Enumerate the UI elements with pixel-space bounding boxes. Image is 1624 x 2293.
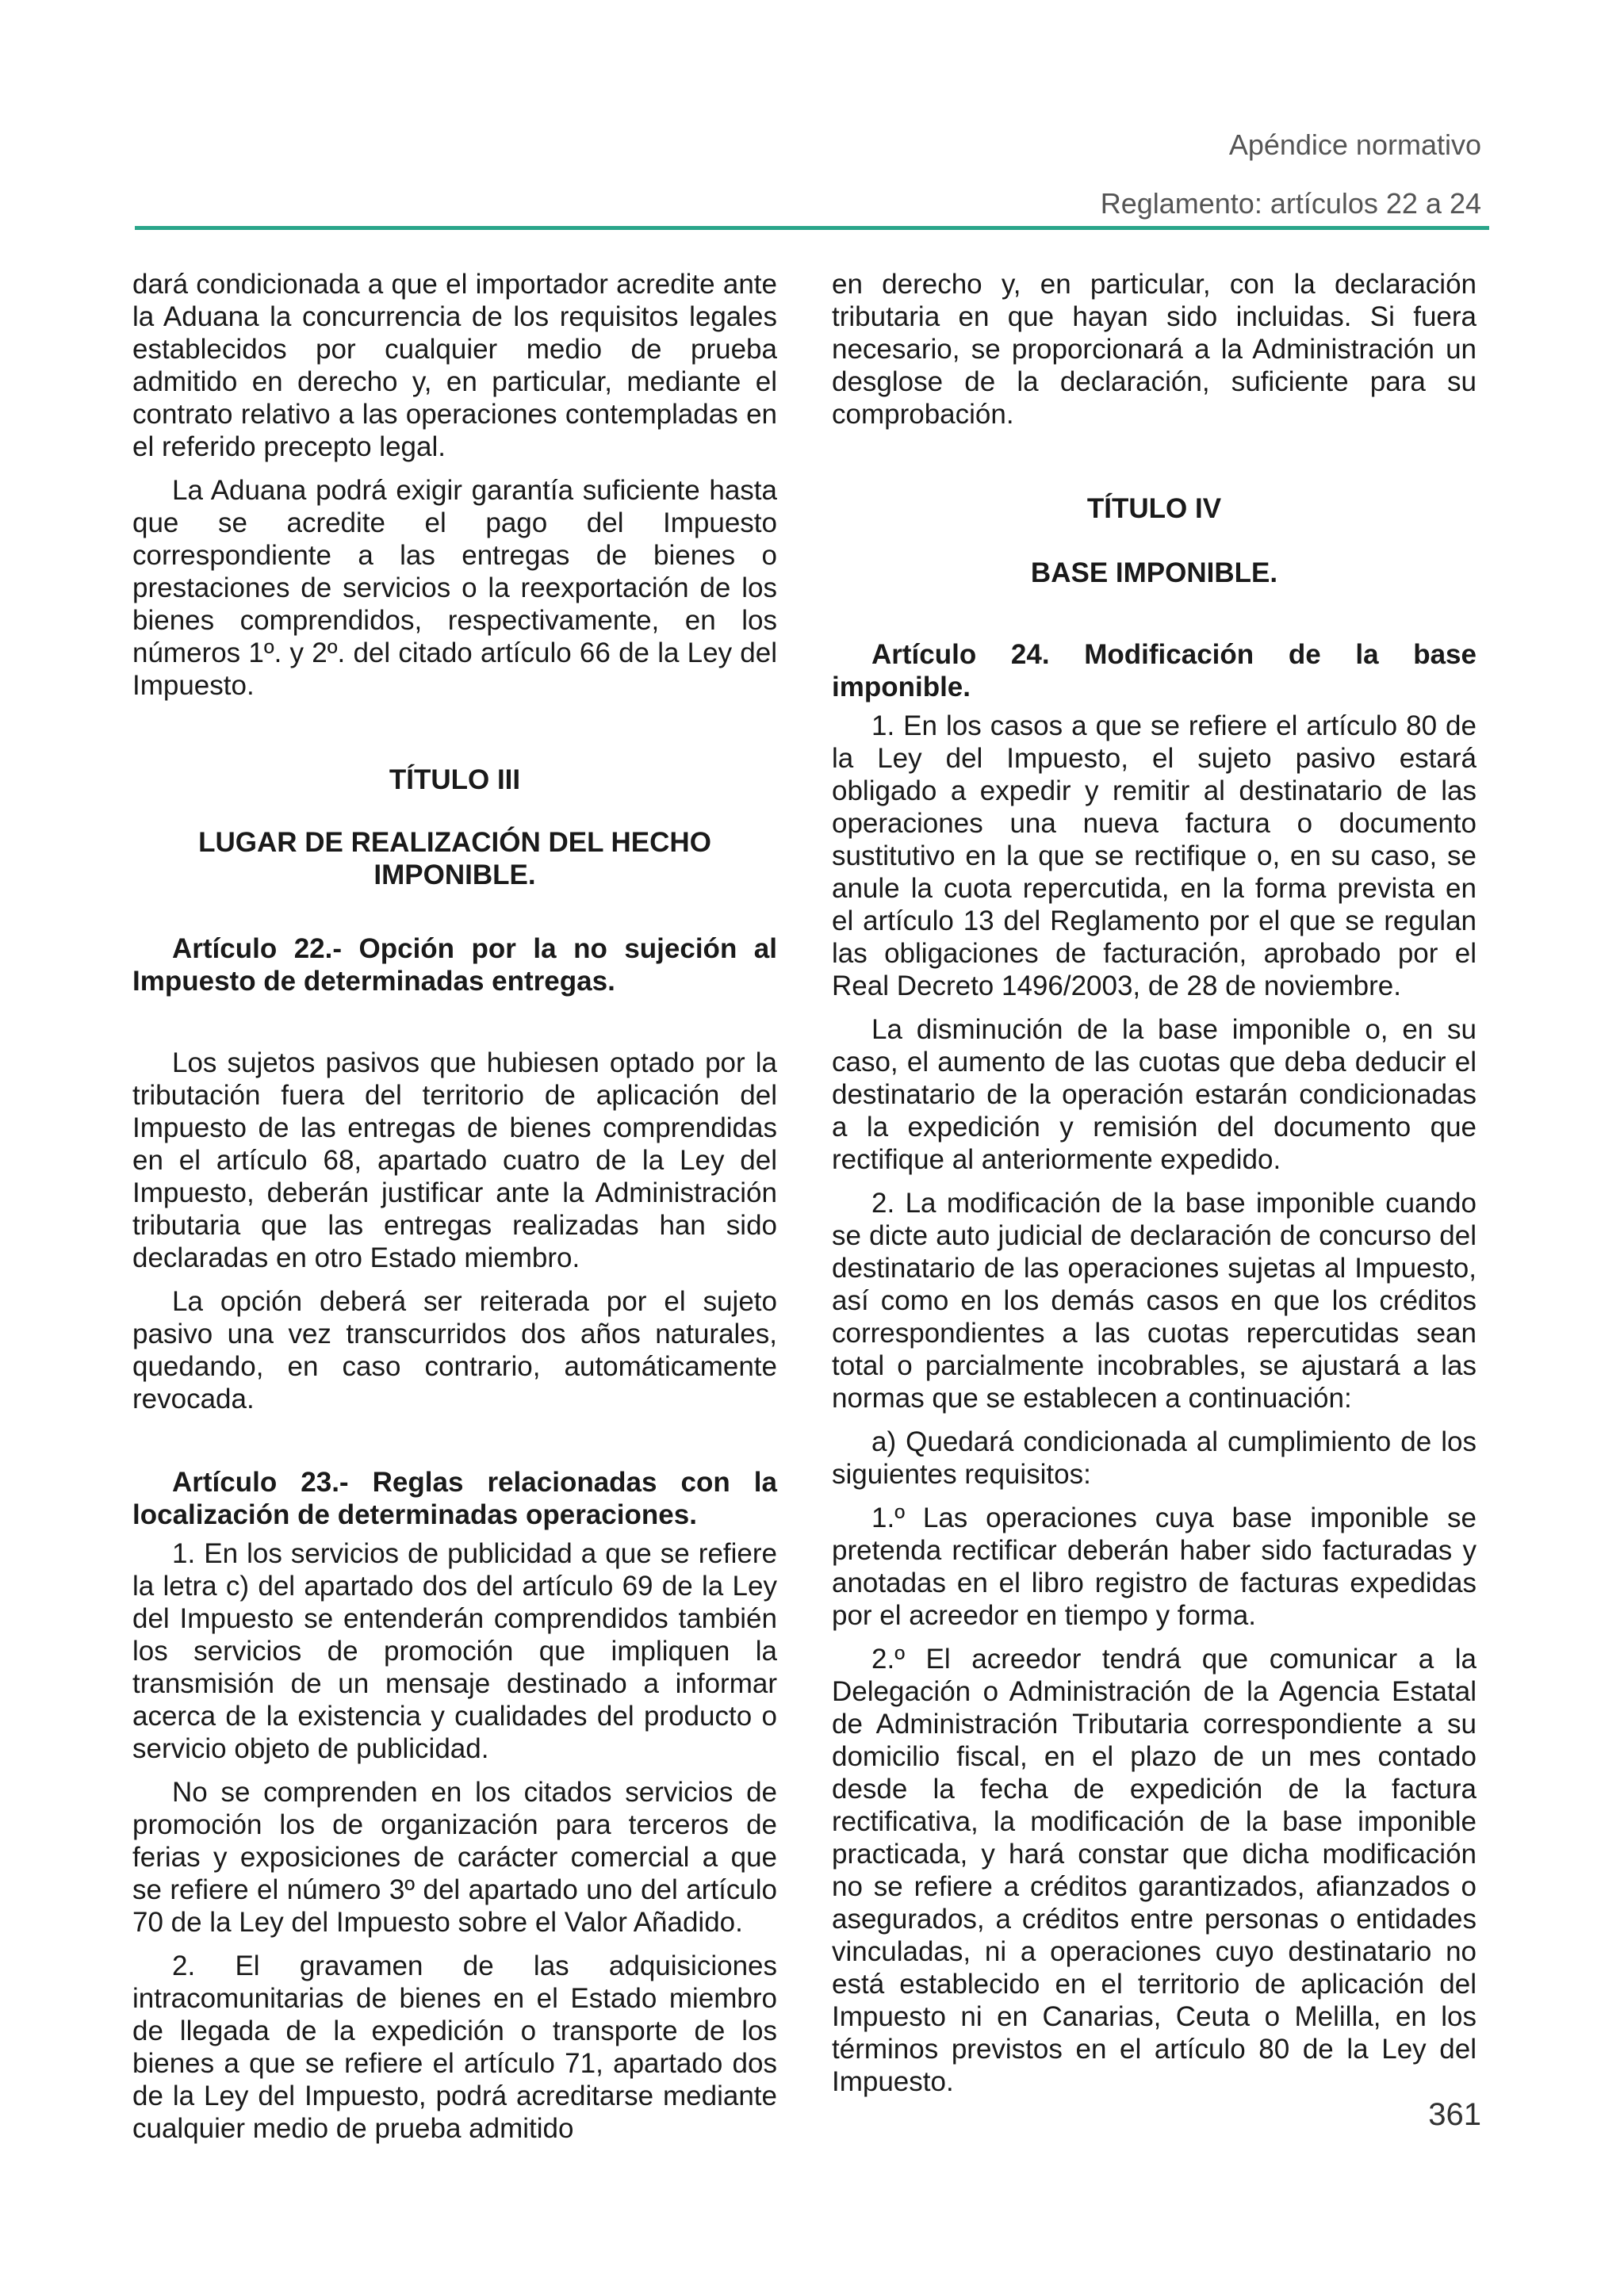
- paragraph: Los sujetos pasivos que hubiesen optado por la tributación fuera del territorio de aplicación del Impuesto de las entregas de bienes comprendidas en el artículo 68, apartado cuatro de la Ley del Impuesto, deberán justificar ante la Administración tributaria que las entregas realizadas han sido declaradas en otro Estado miembro.: [132, 1047, 777, 1273]
- paragraph: en derecho y, en particular, con la declaración tributaria en que hayan sido incluidas. Si fuera necesario, se proporcionará a la Administración un desglose de la declaración, suficiente para su comprobación.: [832, 269, 1477, 430]
- paragraph: 1. En los servicios de publicidad a que se refiere la letra c) del apartado dos del artículo 69 de la Ley del Impuesto se entenderán comprendidos también los servicios de promoción que impliquen la transmisión de un mensaje destinado a informar acerca de la existencia y cualidades del producto o servicio objeto de publicidad.: [132, 1538, 777, 1764]
- running-head-subsection: Reglamento: artículos 22 a 24: [1100, 187, 1481, 220]
- title-subheading: BASE IMPONIBLE.: [1030, 557, 1278, 588]
- paragraph: a) Quedará condicionada al cumplimiento de los siguientes requisitos:: [832, 1426, 1477, 1490]
- paragraph: 1. En los casos a que se refiere el artículo 80 de la Ley del Impuesto, el sujeto pasivo estará obligado a expedir y remitir al destinatario de las operaciones una nueva factura o documento sustitutivo en la que se rectifique o, en su caso, se anule la cuota repercutida, en la forma prevista en el artículo 13 del Reglamento por el que se regulan las obligaciones de facturación, aprobado por el Real Decreto 1496/2003, de 28 de noviembre.: [832, 710, 1477, 1001]
- header-rule: [135, 226, 1489, 230]
- paragraph: dará condicionada a que el importador acredite ante la Aduana la concurrencia de los requisitos legales establecidos por cualquier medio de prueba admitido en derecho y, en particular, mediante el contrato relativo a las operaciones contempladas en el referido precepto legal.: [132, 269, 777, 462]
- article-heading: Artículo 24. Modificación de la base imponible.: [832, 639, 1477, 702]
- running-head-section: Apéndice normativo: [1228, 128, 1481, 161]
- paragraph: La opción deberá ser reiterada por el sujeto pasivo una vez transcurridos dos años naturales, quedando, en caso contrario, automáticamente revocada.: [132, 1286, 777, 1414]
- paragraph: No se comprenden en los citados servicios de promoción los de organización para terceros de ferias y exposiciones de carácter comercial a que se refiere el número 3º del apartado uno del artículo 70 de la Ley del Impuesto sobre el Valor Añadido.: [132, 1777, 777, 1938]
- paragraph: 2.º El acreedor tendrá que comunicar a la Delegación o Administración de la Agencia Estatal de Administración Tributaria correspondiente a su domicilio fiscal, en el plazo de un mes contado desde la fecha de expedición de la factura rectificativa, la modificación de la base imponible practicada, y hará constar que dicha modificación no se refiere a créditos garantizados, afianzados o asegurados, a créditos entre personas o entidades vinculadas, ni a operaciones cuyo destinatario no está establecido en el territorio de aplicación del Impuesto ni en Canarias, Ceuta o Melilla, en los términos previstos en el artículo 80 de la Ley del Impuesto.: [832, 1644, 1477, 2097]
- paragraph: La disminución de la base imponible o, en su caso, el aumento de las cuotas que deba deducir el destinatario de la operación estarán condicionadas a la expedición y remisión del documento que rectifique al anteriormente expedido.: [832, 1014, 1477, 1175]
- left-column: [132, 268, 777, 2156]
- article-heading: Artículo 22.- Opción por la no sujeción al Impuesto de determinadas entregas.: [132, 933, 777, 997]
- paragraph: 1.º Las operaciones cuya base imponible se pretenda rectificar deberán haber sido facturadas y anotadas en el libro registro de facturas expedidas por el acreedor en tiempo y forma.: [832, 1503, 1477, 1631]
- paragraph: La Aduana podrá exigir garantía suficiente hasta que se acredite el pago del Impuesto correspondiente a las entregas de bienes o prestaciones de servicios o la reexportación de los bienes comprendidos, respectivamente, en los números 1º. y 2º. del citado artículo 66 de la Ley del Impuesto.: [132, 475, 777, 701]
- title-heading: TÍTULO III: [389, 764, 521, 795]
- page-number: 361: [1428, 2097, 1481, 2132]
- paragraph: 2. El gravamen de las adquisiciones intracomunitarias de bienes en el Estado miembro de llegada de la expedición o transporte de los bienes a que se refiere el artículo 71, apartado dos de la Ley del Impuesto, podrá acreditarse mediante cualquier medio de prueba admitido: [132, 1950, 777, 2144]
- title-heading: TÍTULO IV: [1086, 493, 1222, 524]
- article-heading: Artículo 23.- Reglas relacionadas con la localización de determinadas operaciones.: [132, 1467, 777, 1530]
- title-subheading: LUGAR DE REALIZACIÓN DEL HECHO IMPONIBLE.: [198, 827, 711, 890]
- right-column: [832, 268, 1477, 2109]
- paragraph: 2. La modificación de la base imponible cuando se dicte auto judicial de declaración de concurso del destinatario de las operaciones sujetas al Impuesto, así como en los demás casos en que los créditos correspondientes a las cuotas repercutidas sean total o parcialmente incobrables, se ajustará a las normas que se establecen a continuación:: [832, 1188, 1477, 1414]
